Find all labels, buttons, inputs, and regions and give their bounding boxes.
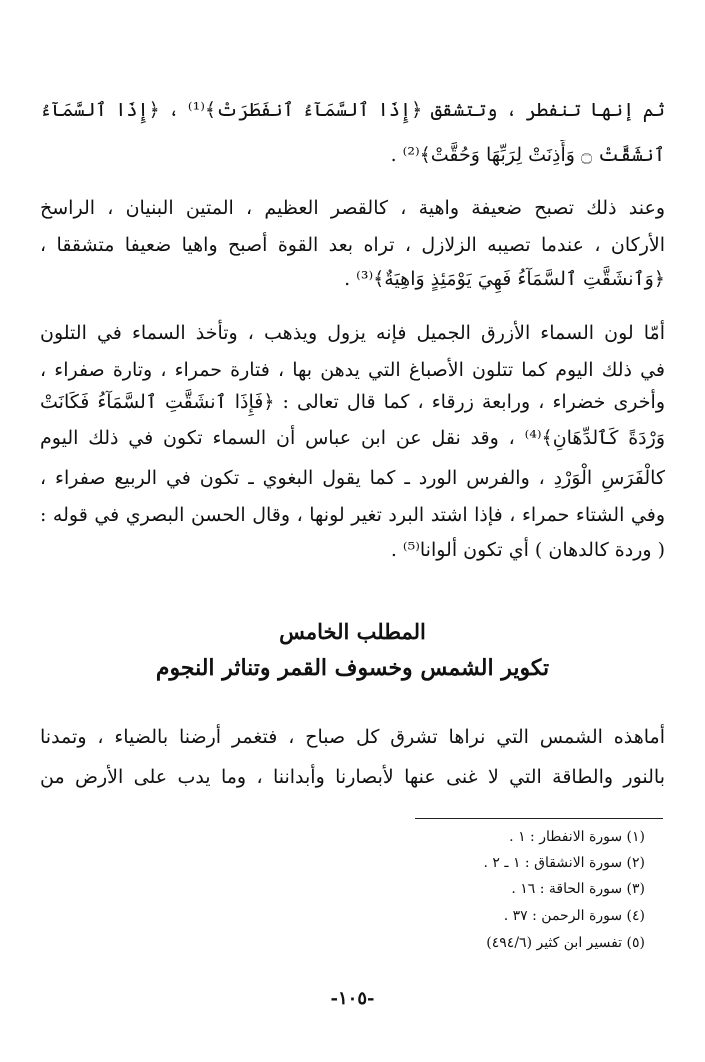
- footnote-divider: [415, 818, 663, 819]
- section-title: المطلب الخامس: [279, 619, 426, 644]
- body-line: بالنور والطاقة التي لا غنى عنها لأبصارنا وأبداننا ، وما يدب على الأرض من: [40, 766, 665, 788]
- body-line: في ذلك اليوم كما تتلون الأصباغ التي يدهن بها ، فتارة حمراء ، وتارة صفراء ،: [40, 359, 665, 381]
- body-line: وأخرى خضراء ، ورابعة زرقاء ، كما قال تعالى : ﴿فَإِذَا ٱنشَقَّتِ ٱلسَّمَآءُ فَكَانَتْ: [40, 391, 665, 413]
- body-line: أمّا لون السماء الأزرق الجميل فإنه يزول ويذهب ، وتأخذ السماء في التلون: [40, 322, 665, 344]
- footnote: (٢) سورة الانشقاق : ١ ـ ٢ .: [483, 855, 645, 871]
- body-line: وفي الشتاء حمراء ، فإذا اشتد البرد تغير لونها ، وقال الحسن البصري في قوله :: [40, 504, 665, 526]
- section-subtitle: تكوير الشمس وخسوف القمر وتناثر النجوم: [155, 655, 550, 681]
- body-line: ٱنشَقَّتْ ۝ وَأَذِنَتْ لِرَبِّهَا وَحُقَّتْ﴾⁽²⁾ .: [390, 144, 665, 166]
- body-line: ( وردة كالدهان ) أي تكون ألوانا⁽⁵⁾ .: [390, 539, 665, 561]
- body-line: الأركان ، عندما تصيبه الزلازل ، تراه بعد القوة أصبح واهيا ضعيفا متشققا ،: [40, 234, 665, 256]
- body-line: ثم إنها تنفطر ، وتتشقق ﴿إِذَا ٱلسَّمَآءُ ٱنفَطَرَتْ﴾⁽¹⁾ ، ﴿إِذَا ٱلسَّمَآءُ: [40, 99, 665, 121]
- footnote: (١) سورة الانفطار : ١ .: [509, 829, 645, 845]
- page-number: -١٠٥-: [330, 988, 375, 1009]
- footnote: (٥) تفسير ابن كثير (٤٩٤/٦): [486, 935, 645, 951]
- body-line: وَرْدَةً كَٱلدِّهَانِ﴾⁽⁴⁾ ، وقد نقل عن ابن عباس أن السماء تكون في ذلك اليوم: [40, 427, 665, 449]
- body-line: أماهذه الشمس التي نراها تشرق كل صباح ، فتغمر أرضنا بالضياء ، وتمدنا: [40, 726, 665, 748]
- body-line: وعند ذلك تصبح ضعيفة واهية ، كالقصر العظيم ، المتين البنيان ، الراسخ: [40, 197, 665, 219]
- body-line: ﴿وَٱنشَقَّتِ ٱلسَّمَآءُ فَهِيَ يَوْمَئِذٍ وَاهِيَةٌ﴾⁽³⁾ .: [344, 268, 665, 290]
- footnote: (٤) سورة الرحمن : ٣٧ .: [503, 908, 645, 924]
- footnote: (٣) سورة الحاقة : ١٦ .: [511, 881, 645, 897]
- body-line: كالْفَرَسِ الْوَرْدِ ، والفرس الورد ـ كما يقول البغوي ـ تكون في الربيع صفراء ،: [40, 467, 665, 489]
